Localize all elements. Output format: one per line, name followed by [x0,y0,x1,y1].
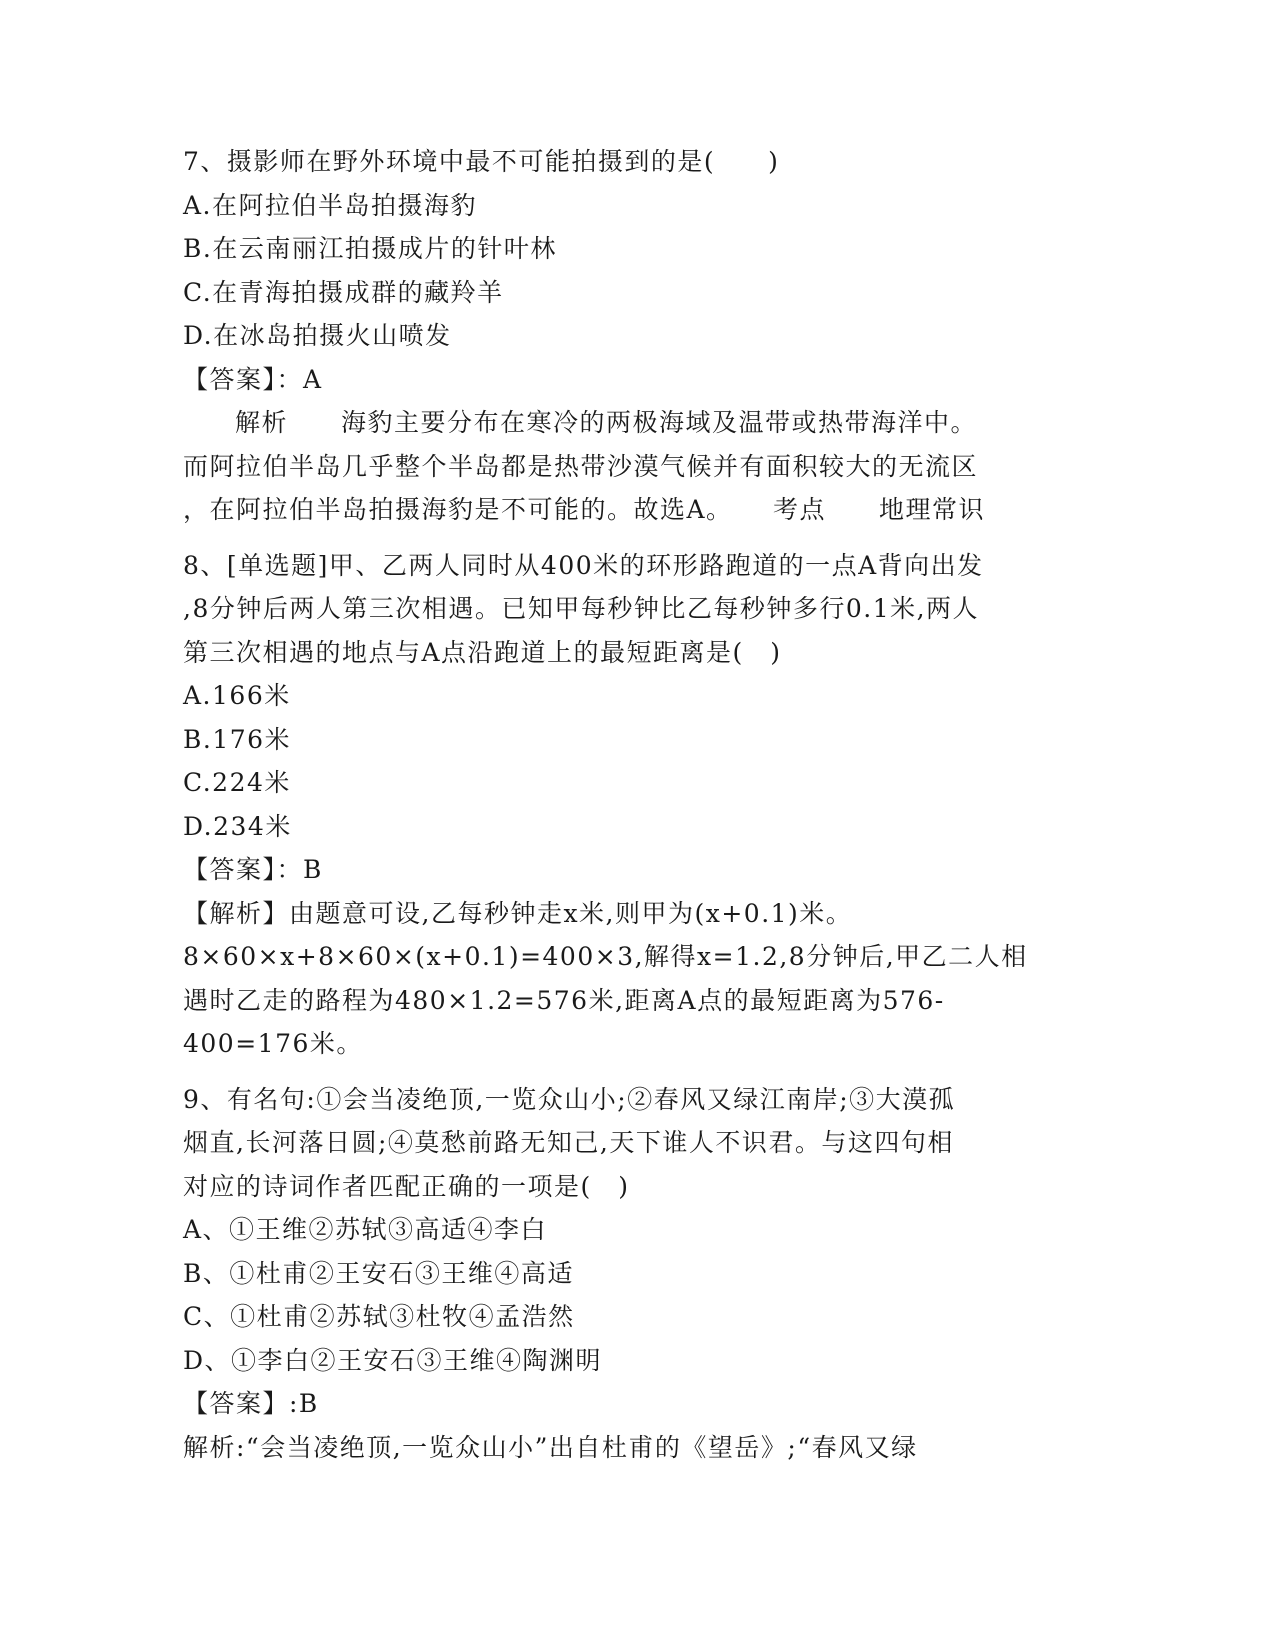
question-8 [183,544,1083,1066]
answer: 【答案】:B [183,1389,319,1418]
option-c: C.在青海拍摄成群的藏羚羊 [183,277,504,307]
option-c: C.224米 [183,768,291,797]
document-page [183,140,1083,1469]
question-stem: 8、[单选题]甲、乙两人同时从400米的环形路跑道的一点A背向出发 [183,550,984,580]
question-stem: 烟直,长河落日圆;④莫愁前路无知己,天下谁人不识君。与这四句相 [183,1128,954,1157]
analysis-line: 400=176米。 [183,1029,363,1058]
option-d: D、①李白②王安石③王维④陶渊明 [183,1345,603,1375]
analysis-line: ，在阿拉伯半岛拍摄海豹是不可能的。故选A。 考点 地理常识 [183,495,986,524]
option-b: B、①杜甫②王安石③王维④高适 [183,1258,574,1288]
analysis-line: 8×60×x+8×60×(x+0.1)=400×3,解得x=1.2,8分钟后,甲乙二人相 [183,942,1028,971]
answer: 【答案】：A [183,364,323,394]
option-c: C、①杜甫②苏轼③杜牧④孟浩然 [183,1302,575,1331]
option-d: D.在冰岛拍摄火山喷发 [183,321,452,350]
analysis-line: 解析:“会当凌绝顶,一览众山小”出自杜甫的《望岳》;“春风又绿 [183,1432,918,1462]
question-stem: 7、摄影师在野外环境中最不可能拍摄到的是( ) [183,147,780,176]
analysis-line: 遇时乙走的路程为480×1.2=576米,距离A点的最短距离为576- [183,985,945,1015]
analysis-line: 解析 海豹主要分布在寒冷的两极海域及温带或热带海洋中。 [235,408,978,437]
question-stem: ,8分钟后两人第三次相遇。已知甲每秒钟比乙每秒钟多行0.1米,两人 [183,594,980,623]
question-stem: 第三次相遇的地点与A点沿跑道上的最短距离是( ) [183,637,782,667]
option-b: B.176米 [183,724,292,754]
question-stem: 对应的诗词作者匹配正确的一项是( ) [183,1171,630,1201]
option-a: A.166米 [183,681,291,710]
analysis-line: 而阿拉伯半岛几乎整个半岛都是热带沙漠气候并有面积较大的无流区 [183,451,979,481]
answer: 【答案】：B [183,855,323,884]
question-9 [183,1078,1083,1470]
question-stem: 9、有名句:①会当凌绝顶,一览众山小;②春风又绿江南岸;③大漠孤 [183,1084,956,1114]
option-a: A.在阿拉伯半岛拍摄海豹 [183,190,478,220]
option-b: B.在云南丽江拍摄成片的针叶林 [183,234,557,263]
question-7 [183,140,1083,532]
option-a: A、①王维②苏轼③高适④李白 [183,1215,548,1244]
analysis-line: 【解析】由题意可设,乙每秒钟走x米,则甲为(x+0.1)米。 [183,898,853,928]
option-d: D.234米 [183,811,292,841]
